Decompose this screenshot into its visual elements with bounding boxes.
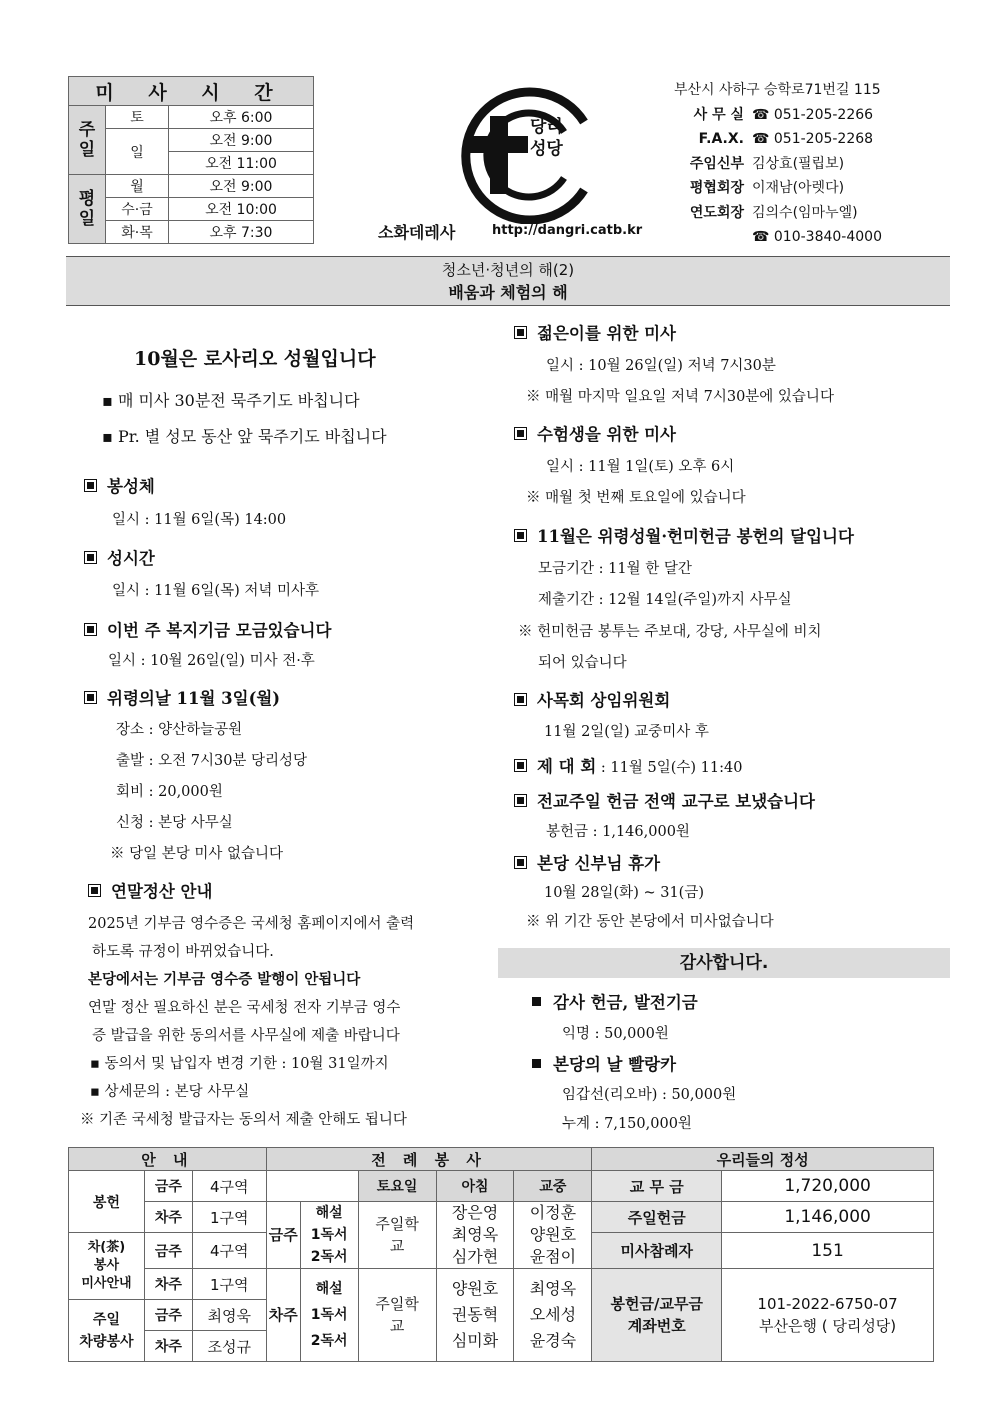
mass-time-table	[68, 76, 314, 244]
contact-label: 사 무 실	[693, 106, 744, 123]
contact-value: ☎ 051-205-2266	[752, 106, 874, 123]
square-bullet-icon	[84, 691, 97, 704]
week-label: 금주	[144, 1171, 192, 1202]
section-heading-inline: 제 대 회 : 11월 5일(수) 11:40	[514, 753, 742, 777]
week-label: 차주	[144, 1269, 192, 1300]
service-table	[68, 1147, 934, 1362]
section-text: 일시 : 10월 26일(일) 저녁 7시30분	[546, 358, 776, 374]
section-heading: 위령의날 11월 3일(월)	[84, 685, 280, 709]
guide-value: 1구역	[192, 1269, 266, 1300]
patron-name: 소화데레사	[378, 223, 456, 242]
square-bullet-icon	[88, 884, 101, 897]
square-bullet-icon	[514, 856, 527, 869]
offering-header: 우리들의 정성	[592, 1148, 934, 1171]
theme-banner	[66, 256, 950, 306]
mass-time: 오후 7:30	[169, 221, 314, 244]
section-text: 일시 : 10월 26일(일) 미사 전·후	[108, 653, 315, 669]
mass-day: 월	[106, 175, 169, 198]
banner-line1: 청소년·청년의 해(2)	[441, 261, 575, 279]
section-text: 출발 : 오전 7시30분 당리성당	[116, 753, 308, 769]
sunday-label: 주 일	[69, 106, 106, 175]
section-heading: 사목회 상임위원회	[514, 687, 670, 711]
thanks-text: 익명 : 50,000원	[562, 1026, 669, 1042]
guide-label: 차(茶) 봉사 미사안내	[69, 1233, 145, 1300]
cross-logo-icon	[434, 84, 596, 224]
section-text: 일시 : 11월 6일(목) 저녁 미사후	[112, 583, 319, 599]
section-text: 신청 : 본당 사무실	[116, 815, 233, 831]
mass-time: 오전 9:00	[169, 175, 314, 198]
section-text: ▪ 동의서 및 납입자 변경 기한 : 10월 31일까지	[90, 1056, 389, 1072]
thanks-text: 누계 : 7,150,000원	[562, 1116, 692, 1132]
liturgy-header: 전 례 봉 사	[266, 1148, 592, 1171]
mass-time: 오전 10:00	[169, 198, 314, 221]
contact-label: 주임신부	[689, 155, 744, 172]
contact-label	[674, 225, 752, 250]
square-bullet-icon	[532, 1059, 541, 1068]
section-heading: 성시간	[84, 545, 155, 569]
mass-time: 오전 11:00	[169, 152, 314, 175]
mass-day: 토	[106, 106, 169, 129]
guide-label: 봉헌	[69, 1171, 145, 1233]
thanks-text: 임갑선(리오바) : 50,000원	[562, 1087, 737, 1103]
section-heading: 젊은이를 위한 미사	[514, 320, 676, 344]
account-label: 봉헌금/교무금 계좌번호	[592, 1269, 722, 1362]
section-text: 회비 : 20,000원	[116, 784, 223, 800]
section-text: ※ 당일 본당 미사 없습니다	[110, 846, 284, 862]
thanks-banner: 감사합니다.	[498, 948, 950, 978]
thanks-heading: 본당의 날 빨랑카	[532, 1051, 676, 1075]
address: 부산시 사하구 승학로71번길 115	[674, 82, 881, 98]
square-bullet-icon	[514, 427, 527, 440]
mass-day: 화·목	[106, 221, 169, 244]
week-label: 금주	[144, 1300, 192, 1331]
offering-label: 미사참례자	[592, 1233, 722, 1269]
liturgy-week-this: 금주	[266, 1202, 300, 1269]
offering-value: 1,720,000	[722, 1171, 934, 1202]
account-value: 101-2022-6750-07 부산은행 ( 당리성당)	[722, 1269, 934, 1362]
section-heading: 본당 신부님 휴가	[514, 850, 660, 874]
section-text: 일시 : 11월 1일(토) 오후 6시	[546, 459, 735, 475]
guide-header: 안 내	[69, 1148, 267, 1171]
col-morning: 아침	[436, 1171, 514, 1202]
col-saturday: 토요일	[358, 1171, 436, 1202]
mass-time: 오전 9:00	[169, 129, 314, 152]
week-label: 금주	[144, 1233, 192, 1269]
rosary-item: ▪ Pr. 별 성모 동산 앞 묵주기도 바칩니다	[102, 427, 387, 446]
section-heading: 11월은 위령성월·헌미헌금 봉헌의 달입니다	[514, 523, 854, 547]
church-name-line1: 당리	[530, 117, 563, 137]
square-bullet-icon	[514, 693, 527, 706]
week-label: 차주	[144, 1331, 192, 1362]
section-text-emphasis: 본당에서는 기부금 영수증 발행이 안됩니다	[88, 971, 361, 988]
section-heading: 이번 주 복지기금 모금있습니다	[84, 617, 331, 641]
section-heading: 전교주일 헌금 전액 교구로 보냈습니다	[514, 788, 815, 812]
main-next: 최영옥 오세성 윤경숙	[514, 1269, 592, 1362]
week-label: 차주	[144, 1202, 192, 1233]
section-text: 되어 있습니다	[538, 655, 627, 671]
church-logo	[434, 84, 596, 224]
square-bullet-icon	[532, 997, 541, 1006]
section-heading: 봉성체	[84, 473, 155, 497]
guide-value: 1구역	[192, 1202, 266, 1233]
section-text: 하도록 규정이 바뀌었습니다.	[92, 944, 274, 960]
liturgy-roles: 해설 1독서 2독서	[300, 1269, 358, 1362]
contact-value: 김의수(임마누엘)	[752, 204, 858, 221]
thanks-heading: 감사 헌금, 발전기금	[532, 989, 698, 1013]
weekday-label: 평 일	[69, 175, 106, 244]
contact-value: 이재남(아렛다)	[752, 180, 845, 196]
square-bullet-icon	[84, 623, 97, 636]
square-bullet-icon	[514, 794, 527, 807]
mass-time-title: 미 사 시 간	[69, 77, 314, 106]
section-text: 모금기간 : 11월 한 달간	[538, 561, 692, 577]
section-text: ※ 헌미헌금 봉투는 주보대, 강당, 사무실에 비치	[518, 624, 822, 640]
contact-label: 평협회장	[689, 180, 744, 196]
square-bullet-icon	[84, 479, 97, 492]
square-bullet-icon	[84, 551, 97, 564]
mass-day: 일	[106, 129, 169, 175]
guide-label: 주일 차량봉사	[69, 1300, 145, 1362]
guide-value: 조성규	[192, 1331, 266, 1362]
section-text: 연말 정산 필요하신 분은 국세청 전자 기부금 영수	[88, 1000, 401, 1016]
section-text: 10월 28일(화) ~ 31(금)	[544, 885, 704, 901]
contact-value: ☎ 010-3840-4000	[752, 229, 882, 245]
main-this: 이정훈 양원호 윤점이	[514, 1202, 592, 1269]
morning-this: 장은영 최영옥 심가현	[436, 1202, 514, 1269]
liturgy-roles: 해설 1독서 2독서	[300, 1202, 358, 1269]
church-name-line2: 성당	[530, 139, 563, 159]
website-link[interactable]: http://dangri.catb.kr	[492, 223, 643, 238]
section-text: ▪ 상세문의 : 본당 사무실	[90, 1084, 250, 1100]
section-heading: 연말정산 안내	[88, 878, 212, 902]
contact-info	[674, 78, 882, 250]
section-text: 일시 : 11월 6일(목) 14:00	[112, 512, 287, 528]
contact-value: 김상효(필립보)	[752, 155, 845, 172]
section-text: 증 발급을 위한 동의서를 사무실에 제출 바랍니다	[92, 1028, 400, 1044]
contact-label: F.A.X.	[698, 131, 744, 147]
section-text: 제출기간 : 12월 14일(주일)까지 사무실	[538, 592, 792, 608]
section-heading: 수험생을 위한 미사	[514, 421, 676, 445]
square-bullet-icon	[514, 759, 527, 772]
contact-value: ☎ 051-205-2268	[752, 131, 874, 147]
offering-value: 1,146,000	[722, 1202, 934, 1233]
section-text: ※ 위 기간 동안 본당에서 미사없습니다	[526, 914, 774, 930]
mass-day: 수·금	[106, 198, 169, 221]
section-text: 봉헌금 : 1,146,000원	[546, 824, 690, 840]
rosary-item: ▪ 매 미사 30분전 묵주기도 바칩니다	[102, 391, 360, 410]
morning-next: 양원호 권동혁 심미화	[436, 1269, 514, 1362]
guide-value: 최영욱	[192, 1300, 266, 1331]
banner-line2: 배움과 체험의 해	[448, 283, 568, 302]
section-text: ※ 기존 국세청 발급자는 동의서 제출 안해도 됩니다	[80, 1112, 407, 1128]
offering-label: 교 무 금	[592, 1171, 722, 1202]
liturgy-week-next: 차주	[266, 1269, 300, 1362]
sat-value: 주일학교	[358, 1269, 436, 1362]
col-main: 교중	[514, 1171, 592, 1202]
section-text: 장소 : 양산하늘공원	[116, 722, 243, 738]
sat-value: 주일학교	[358, 1202, 436, 1269]
section-text: ※ 매월 마지막 일요일 저녁 7시30분에 있습니다	[526, 389, 834, 405]
guide-value: 4구역	[192, 1171, 266, 1202]
square-bullet-icon	[514, 326, 527, 339]
offering-label: 주일헌금	[592, 1202, 722, 1233]
section-text: 11월 2일(일) 교중미사 후	[544, 724, 709, 740]
offering-value: 151	[722, 1233, 934, 1269]
contact-label: 연도회장	[689, 204, 744, 221]
square-bullet-icon	[514, 529, 527, 542]
mass-time: 오후 6:00	[169, 106, 314, 129]
rosary-title: 10월은 로사리오 성월입니다	[134, 348, 376, 370]
guide-value: 4구역	[192, 1233, 266, 1269]
section-text: 2025년 기부금 영수증은 국세청 홈페이지에서 출력	[88, 916, 415, 932]
section-text: ※ 매월 첫 번째 토요일에 있습니다	[526, 490, 746, 506]
